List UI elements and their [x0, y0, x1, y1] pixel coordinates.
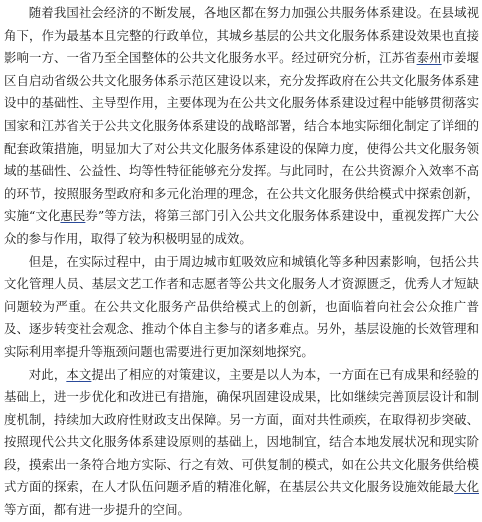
text-segment: 券”等方法，将第三部门引入公共文化服务体系建设中，重视发挥广大公众的参与作用，取得了较为积极明显的成效。: [4, 208, 479, 246]
keyword-link-dahua[interactable]: 大化: [454, 479, 480, 495]
paragraph-problems: [4, 251, 479, 364]
keyword-link-taizhou[interactable]: 泰州: [416, 50, 442, 66]
paragraph-recommendations: [4, 364, 479, 522]
paragraph-background: [4, 2, 479, 251]
text-segment: 但是，在实际过程中，由于周边城市虹吸效应和城镇化等多种因素影响，包括公共文化管理人员、基层文艺工作者和志愿者等公共文化服务人才资源匮乏，优秀人才短缺问题较为严重。在公共文化服务产品供给模式上的创新，也面临着向社会公众推广普及、逐步转变社会观念、推动个体自主参与的诸多难点。另外，基层设施的长效管理和实际利用率提升等瓶颈问题也需要进行更加深刻地探究。: [4, 253, 479, 359]
text-segment: 等方面，都有进一步提升的空间。: [4, 502, 190, 518]
text-segment: 随着我国社会经济的不断发展，各地区都在努力加强公共服务体系建设。在县域视角下，作为最基本且完整的行政单位，其城乡基层的公共文化服务体系建设效果也直接影响一方、一省乃至全国整体的公共文化服务水平。经过研究分析，江苏省: [4, 5, 479, 66]
keyword-link-benwen[interactable]: 本文: [66, 366, 92, 382]
text-segment: 提出了相应的对策建议，主要是以人为本，一方面在已有成果和经验的基础上，进一步优化和改进已有措施，确保巩固建设成果，比如继续完善顶层设计和制度机制，持续加大政府性财政支出保障。另一方面，面对共性顽疾，在取得初步突破、按照现代公共文化服务体系建设原则的基础上，因地制宜，结合本地发展状况和现实阶段，摸索出一条符合地方实际、行之有效、可供复制的模式，如在公共文化服务供给模式方面的探索，在人才队伍问题矛盾的精准化解，在基层公共文化服务设施效能最: [4, 366, 480, 495]
keyword-link-huimin[interactable]: 惠民: [60, 208, 86, 224]
text-segment: 市姜堰区自启动省级公共文化服务体系示范区建设以来，充分发挥政府在公共文化服务体系建设中的基础性、主导型作用，主要体现为在公共文化服务体系建设过程中能够贯彻落实国家和江苏省关于公共文化服务体系建设的战略部署，结合本地实际细化制定了详细的配套政策措施，明显加大了对公共文化服务体系建设的保障力度，使得公共文化服务领域的基础性、公益性、均等性特征能够充分发挥。与此同时，在公共资源介入效率不高的环节，按照服务型政府和多元化治理的理念，在公共文化服务供给模式中探索创新，实施“文化: [4, 50, 480, 224]
text-segment: 对此，: [28, 366, 67, 382]
